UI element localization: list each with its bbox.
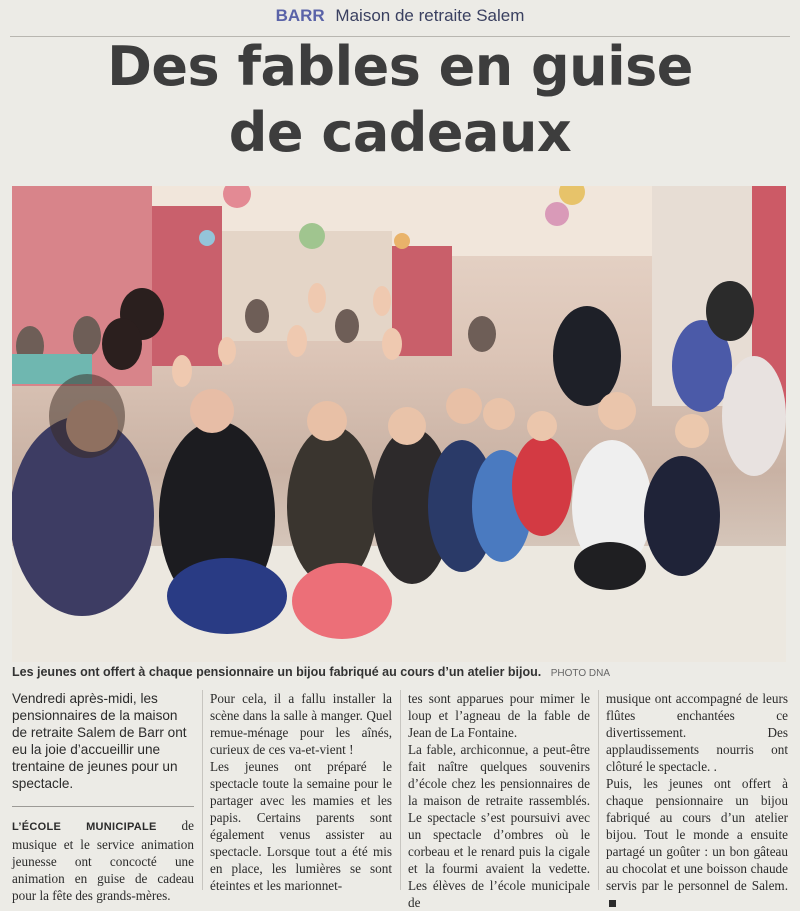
kicker-place: BARR (275, 6, 325, 25)
article-col2-paragraph-1: Pour cela, il a fallu installer la scène dans la salle à manger. Quel remue-ménage pour les aînés, curieux de ces va-et-vient ! (210, 691, 392, 757)
column-divider (400, 690, 401, 890)
photo-caption (12, 665, 786, 679)
article-col1-text: de musique et le service animation jeunesse ont concocté une animation en guise de cadeau pour la fête des grands-mères. (12, 818, 194, 903)
column-divider (202, 690, 203, 890)
article-column-3 (408, 690, 590, 911)
article-col1-paragraph (12, 817, 194, 904)
article-lead: Vendredi après-midi, les pensionnaires de la maison de retraite Salem de Barr ont eu la joie d’accueillir une trentaine de jeunes pour un spectacle. (12, 691, 187, 791)
article-col3-paragraph-2: La fable, archiconnue, a peut-être fait naître quelques souvenirs d’école chez les pensionnaires de la maison de retraite rassemblés. Le spectacle s’est poursuivi avec un spectacle d’ombres où le corbeau et le renard puis la cigale et la fourmi avaient la vedette. Les élèves de l’école municipale de (408, 742, 590, 910)
article-col2-paragraph-2: Les jeunes ont préparé le spectacle toute la semaine pour le partager avec les mamies et les papis. Certains parents sont également venus assister au spectacle. Lorsque tout a été mis en place, les lumières se sont éteintes et les marionnet- (210, 759, 392, 893)
section-kicker (0, 6, 800, 26)
lead-separator (12, 806, 194, 807)
group-photo-illustration (12, 186, 786, 662)
article-column-4 (606, 690, 788, 911)
article-column-2 (210, 690, 392, 894)
article-col1-label: L’ÉCOLE MUNICIPALE (12, 821, 157, 833)
article-col4-text: Puis, les jeunes ont offert à chaque pensionnaire un bijou fabriqué au cours d’un atelier bijou. Tout le monde a ensuite partagé un goûter : un bon gâteau au chocolat et une boisson chaude servis par le personnel de Salem. (606, 776, 788, 893)
headline (20, 34, 780, 166)
article-col4-paragraph-2 (606, 775, 788, 911)
article-col4-paragraph-1: musique ont accompagné de leurs flûtes enchantées ce divertissement. Des applaudissements nourris ont clôturé le spectacle. . (606, 691, 788, 774)
group-photo (12, 186, 786, 662)
article-column-1 (12, 690, 194, 904)
column-divider (598, 690, 599, 890)
kicker-topic: Maison de retraite Salem (335, 6, 525, 25)
headline-line-1: Des fables en guise (107, 35, 693, 98)
photo-caption-text: Les jeunes ont offert à chaque pensionnaire un bijou fabriqué au cours d’un atelier bijou. (12, 665, 542, 679)
article-body (12, 690, 788, 910)
headline-line-2: de cadeaux (228, 101, 572, 164)
article-col3-paragraph-1: tes sont apparues pour mimer le loup et l’agneau de la fable de Jean de La Fontaine. (408, 691, 590, 740)
photo-credit: PHOTO DNA (550, 668, 611, 679)
